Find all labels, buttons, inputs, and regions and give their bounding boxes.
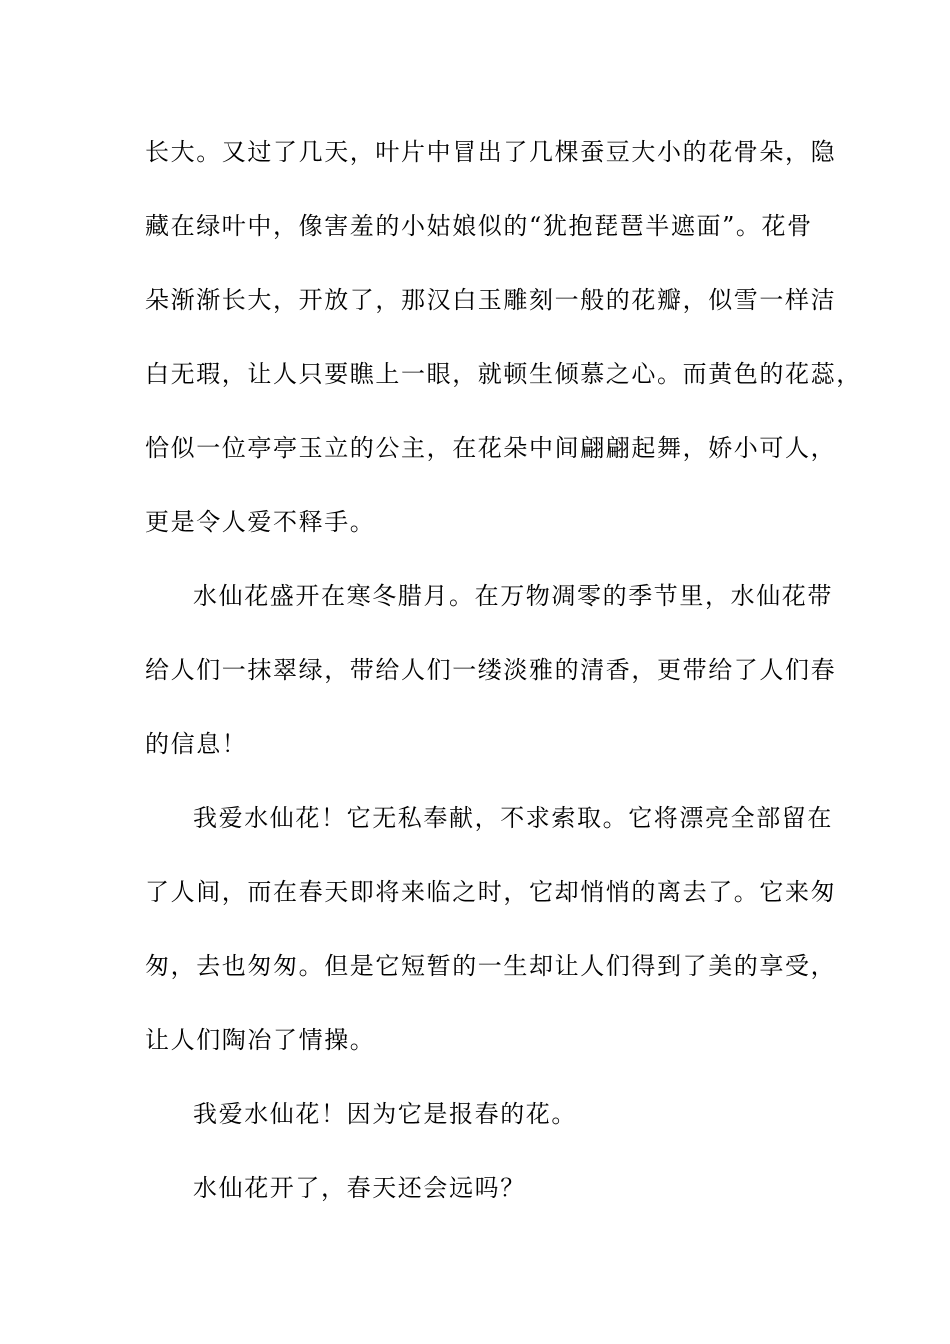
document-body [145,128,862,1238]
text-line: 了人间，而在春天即将来临之时，它却悄悄的离去了。它来匆 [145,878,837,906]
text-line: 水仙花开了，春天还会远吗？ [193,1174,526,1202]
text-line: 水仙花盛开在寒冬腊月。在万物凋零的季节里，水仙花带 [193,582,833,610]
paragraph-4 [145,1090,825,1164]
text-line: 朵渐渐长大，开放了，那汉白玉雕刻一般的花瓣，似雪一样洁 [145,286,837,314]
text-line: 藏在绿叶中，像害羞的小姑娘似的“犹抱琵琶半遮面”。花骨 [145,212,813,240]
text-line: 的信息！ [145,730,248,758]
text-line: 恰似一位亭亭玉立的公主，在花朵中间翩翩起舞，娇小可人， [145,434,837,462]
paragraph-3 [145,794,837,1090]
text-line: 匆，去也匆匆。但是它短暂的一生却让人们得到了美的享受， [145,952,837,980]
text-line: 我爱水仙花！因为它是报春的花。 [193,1100,577,1128]
paragraph-1 [145,128,862,572]
text-line: 更是令人爱不释手。 [145,508,376,536]
text-line: 我爱水仙花！它无私奉献，不求索取。它将漂亮全部留在 [193,804,833,832]
text-line: 白无瑕，让人只要瞧上一眼，就顿生倾慕之心。而黄色的花蕊， [145,360,862,388]
paragraph-2 [145,572,837,794]
text-line: 给人们一抹翠绿，带给人们一缕淡雅的清香，更带给了人们春 [145,656,837,684]
text-line: 长大。又过了几天，叶片中冒出了几棵蚕豆大小的花骨朵，隐 [145,138,837,166]
text-line: 让人们陶冶了情操。 [145,1026,376,1054]
paragraph-5 [145,1164,825,1238]
